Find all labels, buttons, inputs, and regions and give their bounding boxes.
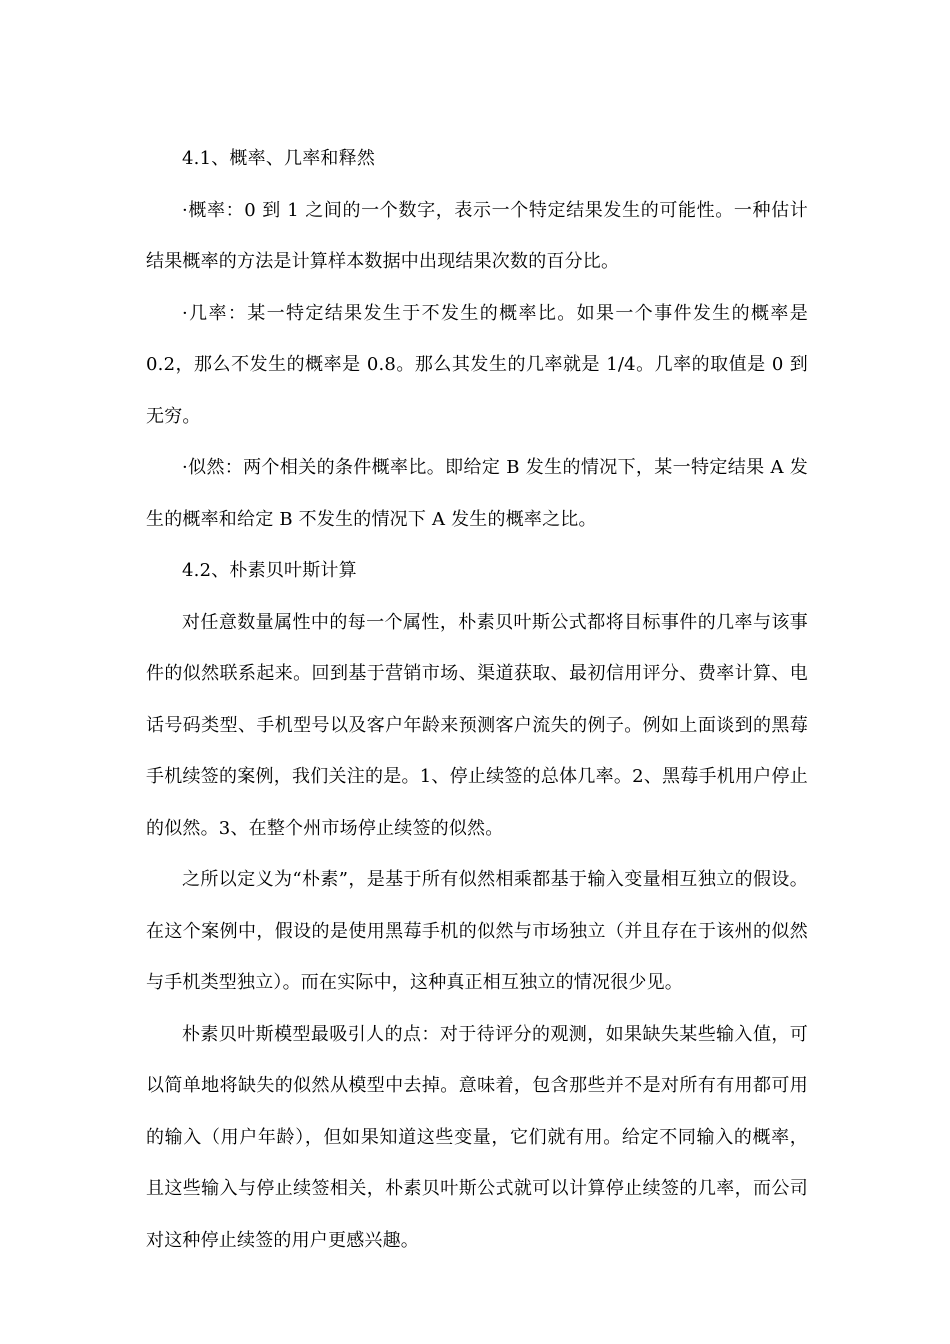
paragraph-odds: ·几率：某一特定结果发生于不发生的概率比。如果一个事件发生的概率是 0.2，那么不发生的概率是 0.8。那么其发生的几率就是 1/4。几率的取值是 0 到无穷。 — [146, 302, 808, 427]
paragraph-naive-bayes-intro: 对任意数量属性中的每一个属性，朴素贝叶斯公式都将目标事件的几率与该事件的似然联系起来。回到基于营销市场、渠道获取、最初信用评分、费率计算、电话号码类型、手机型号以及客户年龄来预测客户流失的例子。例如上面谈到的黑莓手机续签的案例，我们关注的是。1、停止续签的总体几率。2、黑莓手机用户停止的似然。3、在整个州市场停止续签的似然。 — [146, 611, 808, 839]
section-heading-4-2: 4.2、朴素贝叶斯计算 — [182, 560, 357, 581]
paragraph-missing-values: 朴素贝叶斯模型最吸引人的点：对于待评分的观测，如果缺失某些输入值，可以简单地将缺失的似然从模型中去掉。意味着，包含那些并不是对所有有用都可用的输入（用户年龄），但如果知道这些变量，它们就有用。给定不同输入的概率，且这些输入与停止续签相关，朴素贝叶斯公式就可以计算停止续签的几率，而公司对这种停止续签的用户更感兴趣。 — [146, 1023, 808, 1251]
section-heading-4-1: 4.1、概率、几率和释然 — [182, 148, 376, 169]
paragraph-naive-definition: 之所以定义为“朴素”，是基于所有似然相乘都基于输入变量相互独立的假设。在这个案例中，假设的是使用黑莓手机的似然与市场独立（并且存在于该州的似然与手机类型独立）。而在实际中，这种真正相互独立的情况很少见。 — [146, 869, 808, 993]
paragraph-likelihood: ·似然：两个相关的条件概率比。即给定 B 发生的情况下，某一特定结果 A 发生的概率和给定 B 不发生的情况下 A 发生的概率之比。 — [146, 457, 808, 530]
paragraph-probability: ·概率：0 到 1 之间的一个数字，表示一个特定结果发生的可能性。一种估计结果概率的方法是计算样本数据中出现结果次数的百分比。 — [146, 199, 808, 272]
document-body — [146, 133, 808, 1266]
